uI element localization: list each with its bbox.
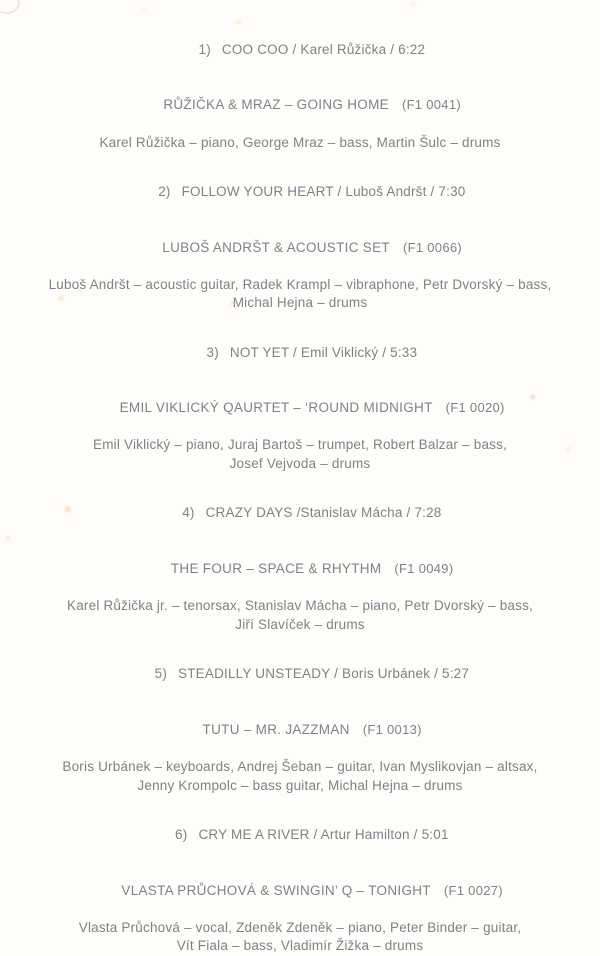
track-entry-5	[0, 646, 600, 795]
track-title-line	[0, 646, 600, 702]
personnel-line: Vlasta Průchová – vocal, Zdeněk Zdeněk – piano, Peter Binder – guitar,	[78, 919, 522, 935]
track-title-line	[0, 22, 600, 78]
track-title: COO COO / Karel Růžička / 6:22	[221, 41, 426, 57]
track-entry-3	[0, 325, 600, 474]
personnel-line: Jiří Slavíček – drums	[235, 616, 365, 632]
catalog-number: (F1 0041)	[401, 97, 461, 113]
personnel-line: Michal Hejna – drums	[232, 295, 368, 311]
album-title: TUTU – MR. JAZZMAN	[202, 721, 350, 737]
album-title: VLASTA PRŮCHOVÁ & SWINGIN’ Q – TONIGHT	[121, 882, 431, 898]
track-number: 4)	[182, 505, 195, 521]
catalog-number: (F1 0013)	[362, 721, 422, 737]
track-number: 1)	[198, 41, 211, 57]
track-title: FOLLOW YOUR HEART / Luboš Andršt / 7:30	[181, 183, 466, 199]
album-line	[0, 220, 600, 276]
track-number: 6)	[175, 826, 188, 842]
album-title: EMIL VIKLICKÝ QAURTET – ‘ROUND MIDNIGHT	[119, 400, 433, 416]
track-number: 5)	[154, 666, 168, 681]
album-line	[0, 78, 600, 134]
personnel-line: Josef Vejvoda – drums	[229, 456, 371, 472]
album-line	[0, 541, 600, 597]
personnel-line: Jenny Krompolc – bass guitar, Michal Hejna – drums	[137, 777, 463, 793]
album-title: LUBOŠ ANDRŠT & ACOUSTIC SET	[162, 239, 390, 255]
track-title-line	[0, 325, 600, 381]
album-title: RŮŽIČKA & MRAZ – GOING HOME	[163, 97, 389, 113]
personnel-line: Boris Urbánek – keyboards, Andrej Šeban – guitar, Ivan Myslikovjan – altsax,	[62, 758, 538, 774]
personnel-line: Emil Viklický – piano, Juraj Bartoš – trumpet, Robert Balzar – bass,	[92, 437, 508, 453]
track-entry-2	[0, 164, 600, 313]
album-title: THE FOUR – SPACE & RHYTHM	[170, 561, 382, 577]
catalog-number: (F1 0027)	[443, 882, 503, 898]
personnel-line: Luboš Andršt – acoustic guitar, Radek Krampl – vibraphone, Petr Dvorský – bass,	[48, 276, 552, 292]
track-number: 2)	[158, 183, 171, 199]
track-title-line	[0, 807, 600, 863]
track-entry-1	[0, 22, 600, 152]
catalog-number: (F1 0049)	[394, 561, 454, 577]
album-line	[0, 702, 600, 758]
personnel-line: Karel Růžička – piano, George Mraz – bass, Martin Šulc – drums	[99, 134, 501, 150]
personnel-line: Vít Fiala – bass, Vladimír Žižka – drums	[176, 938, 424, 954]
track-title: CRAZY DAYS /Stanislav Mácha / 7:28	[205, 505, 442, 521]
track-entry-6	[0, 807, 600, 956]
track-title-line	[0, 164, 600, 220]
track-title: STEADILLY UNSTEADY / Boris Urbánek / 5:27	[178, 666, 470, 681]
catalog-number: (F1 0066)	[402, 239, 463, 255]
album-line	[0, 381, 600, 437]
track-entry-4	[0, 486, 600, 635]
personnel-line: Karel Růžička jr. – tenorsax, Stanislav Mácha – piano, Petr Dvorský – bass,	[67, 598, 533, 614]
catalog-number: (F1 0020)	[445, 400, 505, 416]
track-title: CRY ME A RIVER / Artur Hamilton / 5:01	[198, 826, 449, 842]
album-line	[0, 863, 600, 919]
track-number: 3)	[206, 344, 219, 360]
track-title: NOT YET / Emil Viklický / 5:33	[229, 344, 418, 360]
track-title-line	[0, 486, 600, 542]
